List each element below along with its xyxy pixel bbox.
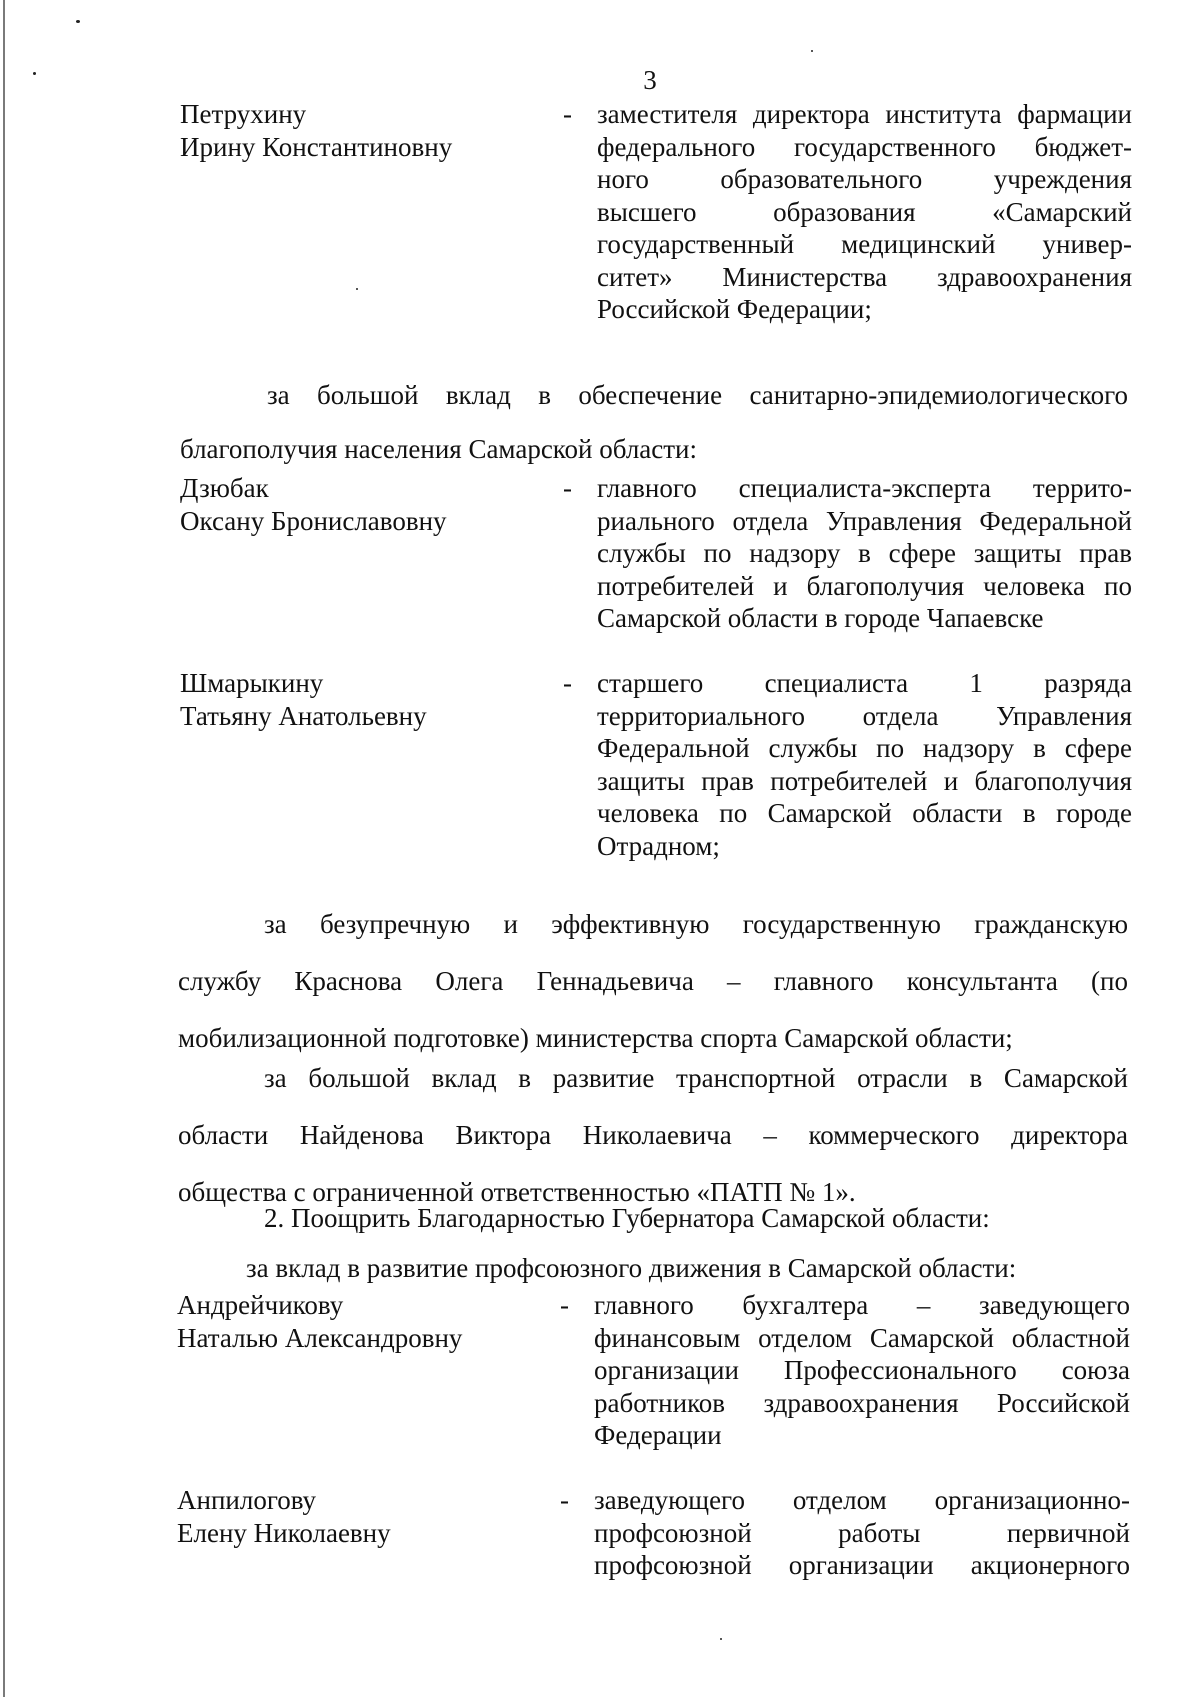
position-line: главного специалиста-эксперта террито- [597,473,1132,503]
award-paragraph [180,368,1128,476]
position-line: потребителей и благополучия человека по [597,570,1132,601]
paragraph-line: благополучия населения Самарской области: [180,434,698,464]
award-paragraph [178,896,1128,1067]
name-line: Анпилогову [177,1485,317,1515]
name-line: Ирину Константиновну [180,131,453,162]
position-line: высшего образования «Самарский [597,196,1132,227]
position-line: риального отдела Управления Федеральной [597,505,1132,536]
position-line: организации Профессионального союза [594,1355,1130,1385]
paragraph-line: службу Краснова Олега Геннадьевича – главного консультанта (по [178,966,1128,996]
position-line: государственный медицинский универ- [597,229,1132,259]
position-line: территориального отдела Управления [597,700,1132,731]
paragraph-line: области Найденова Виктора Николаевича – коммерческого директора [178,1120,1128,1150]
position-line: Самарской области в городе Чапаевске [597,603,1044,633]
recipient-name [180,667,427,732]
position-line: профсоюзной организации акционерного [594,1550,1130,1580]
scan-speck [720,1638,722,1640]
name-line: Петрухину [180,99,307,129]
position-line: работников здравоохранения Российской [594,1387,1130,1418]
recipient-name [177,1484,391,1549]
award-paragraph [246,1250,1146,1286]
scan-speck [76,20,80,23]
position-line: защиты прав потребителей и благополучия [597,765,1132,796]
recipient-name [180,472,447,537]
scan-speck [811,50,813,52]
entry-dash: - [560,1290,569,1320]
position-line: заместителя директора института фармации [597,99,1132,129]
name-line: Андрейчикову [177,1290,344,1320]
position-line: заведующего отделом организационно- [594,1485,1130,1515]
paragraph-line: за вклад в развитие профсоюзного движения в Самарской области: [246,1253,1017,1283]
name-line: Оксану Брониславовну [180,505,447,536]
entry-dash: - [563,473,572,503]
recipient-position [594,1289,1130,1452]
paragraph-line: за большой вклад в обеспечение санитарно-эпидемиологического [267,380,1128,410]
position-line: Федеральной службы по надзору в сфере [597,733,1132,763]
paragraph-line: общества с ограниченной ответственностью «ПАТП № 1». [178,1177,856,1207]
entry-dash: - [563,99,572,129]
award-paragraph [178,1050,1128,1221]
name-line: Татьяну Анатольевну [180,700,427,731]
position-line: Российской Федерации; [597,294,872,324]
position-line: федерального государственного бюджет- [597,131,1132,162]
entry-dash: - [560,1485,569,1515]
paragraph-line: за большой вклад в развитие транспортной отрасли в Самарской [264,1063,1128,1093]
paragraph-line: 2. Поощрить Благодарностью Губернатора Самарской области: [264,1203,990,1233]
name-line: Елену Николаевну [177,1517,391,1548]
position-line: ситет» Министерства здравоохранения [597,261,1132,292]
recipient-position [597,98,1132,326]
position-line: профсоюзной работы первичной [594,1517,1130,1548]
paragraph-line: за безупречную и эффективную государственную гражданскую [264,909,1128,939]
recipient-position [597,667,1132,862]
position-line: службы по надзору в сфере защиты прав [597,538,1132,568]
decree-clause [264,1200,1164,1236]
position-line: человека по Самарской области в городе [597,798,1132,828]
entry-dash: - [563,668,572,698]
position-line: финансовым отделом Самарской областной [594,1322,1130,1353]
position-line: Федерации [594,1420,722,1450]
recipient-position [597,472,1132,635]
page-number: 3 [643,65,657,95]
position-line: Отрадном; [597,830,720,861]
recipient-name [180,98,452,163]
recipient-position [594,1484,1130,1582]
position-line: старшего специалиста 1 разряда [597,668,1132,698]
position-line: ного образовательного учреждения [597,164,1132,194]
name-line: Наталью Александровну [177,1322,463,1353]
scan-left-edge [3,0,5,1697]
recipient-name [177,1289,462,1354]
paragraph-line: мобилизационной подготовке) министерства спорта Самарской области; [178,1023,1013,1053]
name-line: Шмарыкину [180,668,324,698]
position-line: главного бухгалтера – заведующего [594,1290,1130,1320]
scan-speck [356,288,358,290]
name-line: Дзюбак [180,473,269,503]
